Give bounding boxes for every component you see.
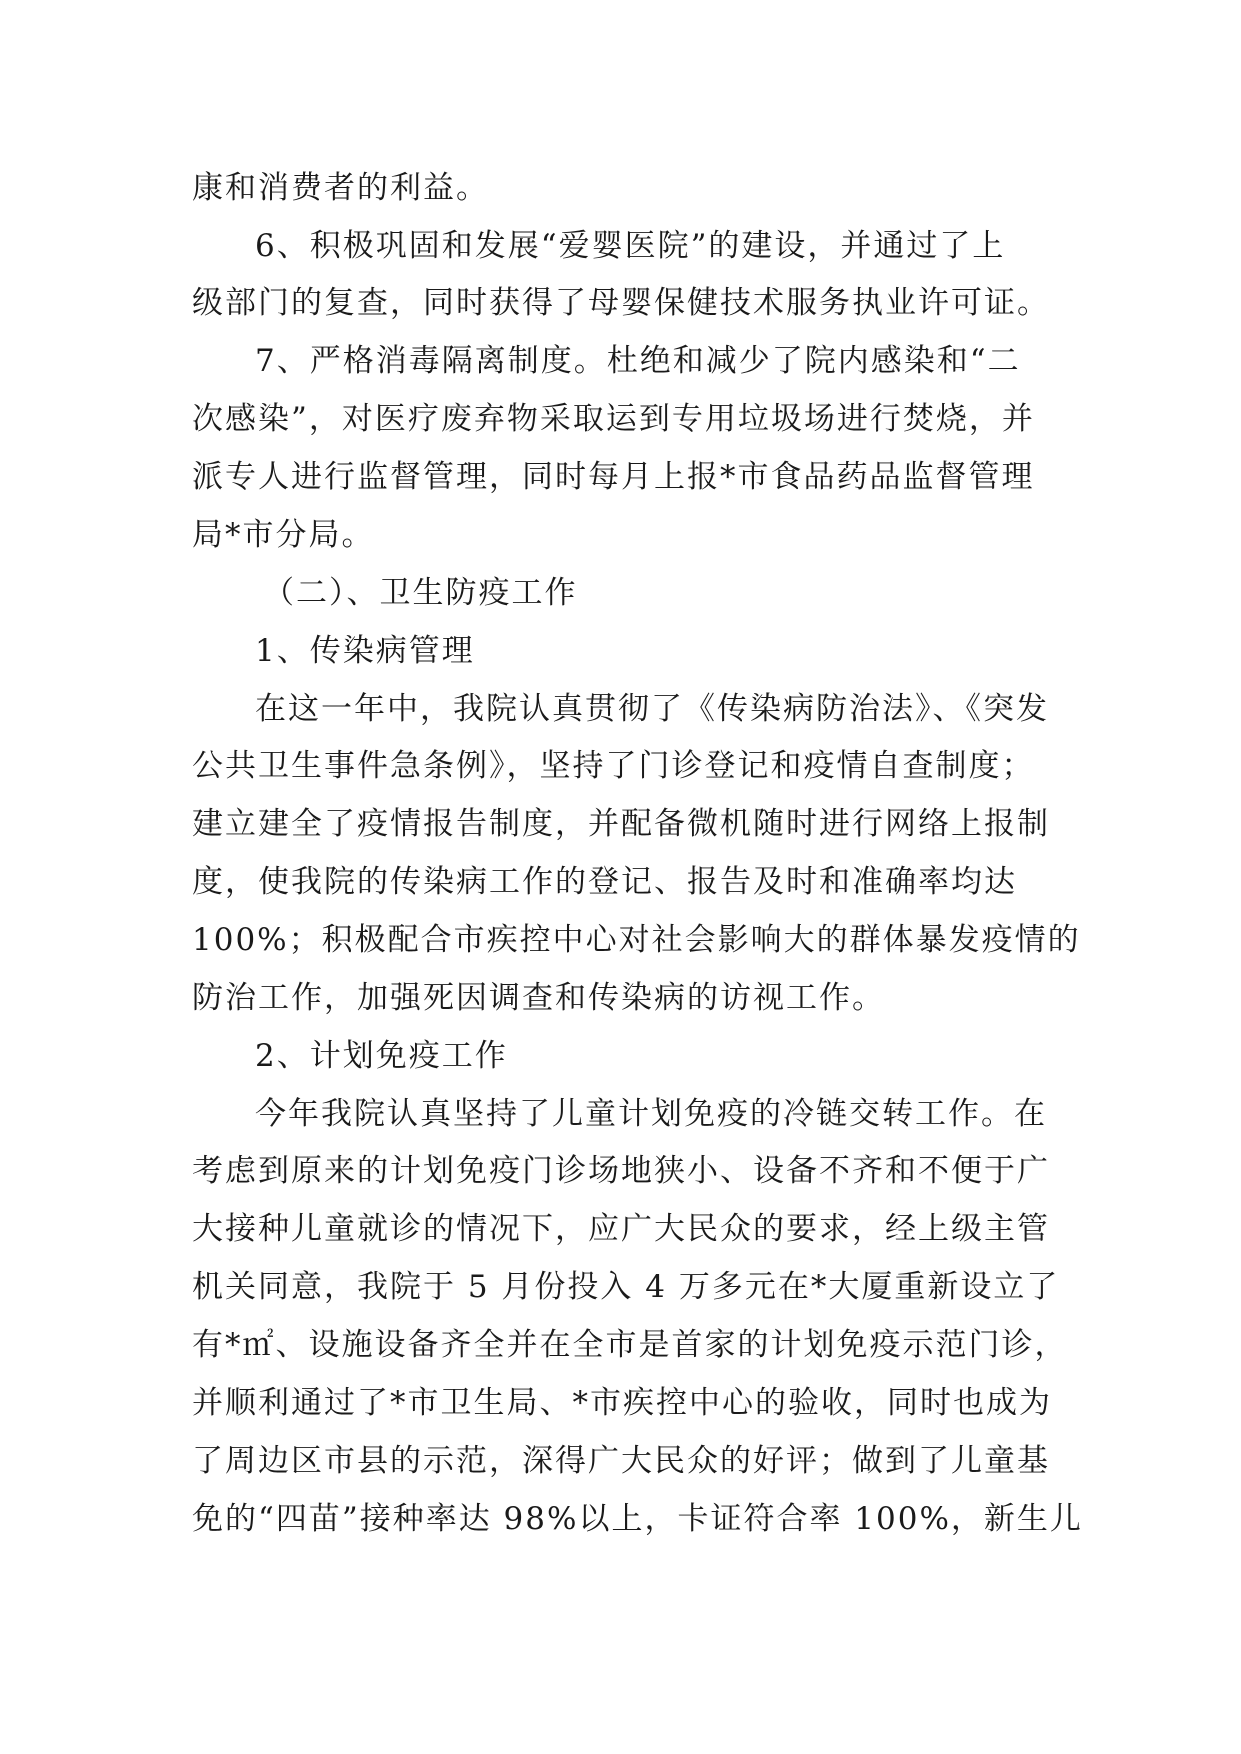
text-line: 6、积极巩固和发展“爱婴医院”的建设，并通过了上 [255, 228, 1006, 264]
text-line: 建立建全了疫情报告制度，并配备微机随时进行网络上报制 [192, 806, 1050, 842]
text-line: 防治工作，加强死因调查和传染病的访视工作。 [192, 980, 885, 1016]
text-line: 在这一年中，我院认真贯彻了《传染病防治法》、《突发 [255, 691, 1049, 727]
text-line: 有*㎡、设施设备齐全并在全市是首家的计划免疫示范门诊， [192, 1327, 1068, 1363]
text-line: 100%；积极配合市疾控中心对社会影响大的群体暴发疫情的 [192, 922, 1081, 958]
text-line: 级部门的复查，同时获得了母婴保健技术服务执业许可证。 [192, 285, 1050, 321]
text-line: 免的“四苗”接种率达 98%以上，卡证符合率 100%，新生儿 [192, 1501, 1083, 1537]
text-line: 次感染”，对医疗废弃物采取运到专用垃圾场进行焚烧，并 [192, 401, 1035, 437]
text-line: 机关同意，我院于 5 月份投入 4 万多元在*大厦重新设立了 [192, 1269, 1060, 1305]
text-line: 公共卫生事件急条例》，坚持了门诊登记和疫情自查制度； [192, 748, 1035, 784]
text-line: 考虑到原来的计划免疫门诊场地狭小、设备不齐和不便于广 [192, 1153, 1050, 1189]
text-line: 大接种儿童就诊的情况下，应广大民众的要求，经上级主管 [192, 1211, 1050, 1247]
subsection-heading: 2、计划免疫工作 [255, 1038, 508, 1074]
text-line: 并顺利通过了*市卫生局、*市疾控中心的验收，同时也成为 [192, 1385, 1052, 1421]
text-line: 派专人进行监督管理，同时每月上报*市食品药品监督管理 [192, 459, 1035, 495]
text-line: 今年我院认真坚持了儿童计划免疫的冷链交转工作。在 [255, 1096, 1047, 1132]
text-line: 7、严格消毒隔离制度。杜绝和减少了院内感染和“二 [255, 343, 1021, 379]
subsection-heading: 1、传染病管理 [255, 633, 475, 669]
text-line: 康和消费者的利益。 [192, 170, 489, 206]
text-line: 局*市分局。 [192, 517, 375, 553]
text-line: 度，使我院的传染病工作的登记、报告及时和准确率均达 [192, 864, 1017, 900]
text-line: 了周边区市县的示范，深得广大民众的好评；做到了儿童基 [192, 1443, 1050, 1479]
section-heading: （二）、卫生防疫工作 [263, 575, 578, 611]
